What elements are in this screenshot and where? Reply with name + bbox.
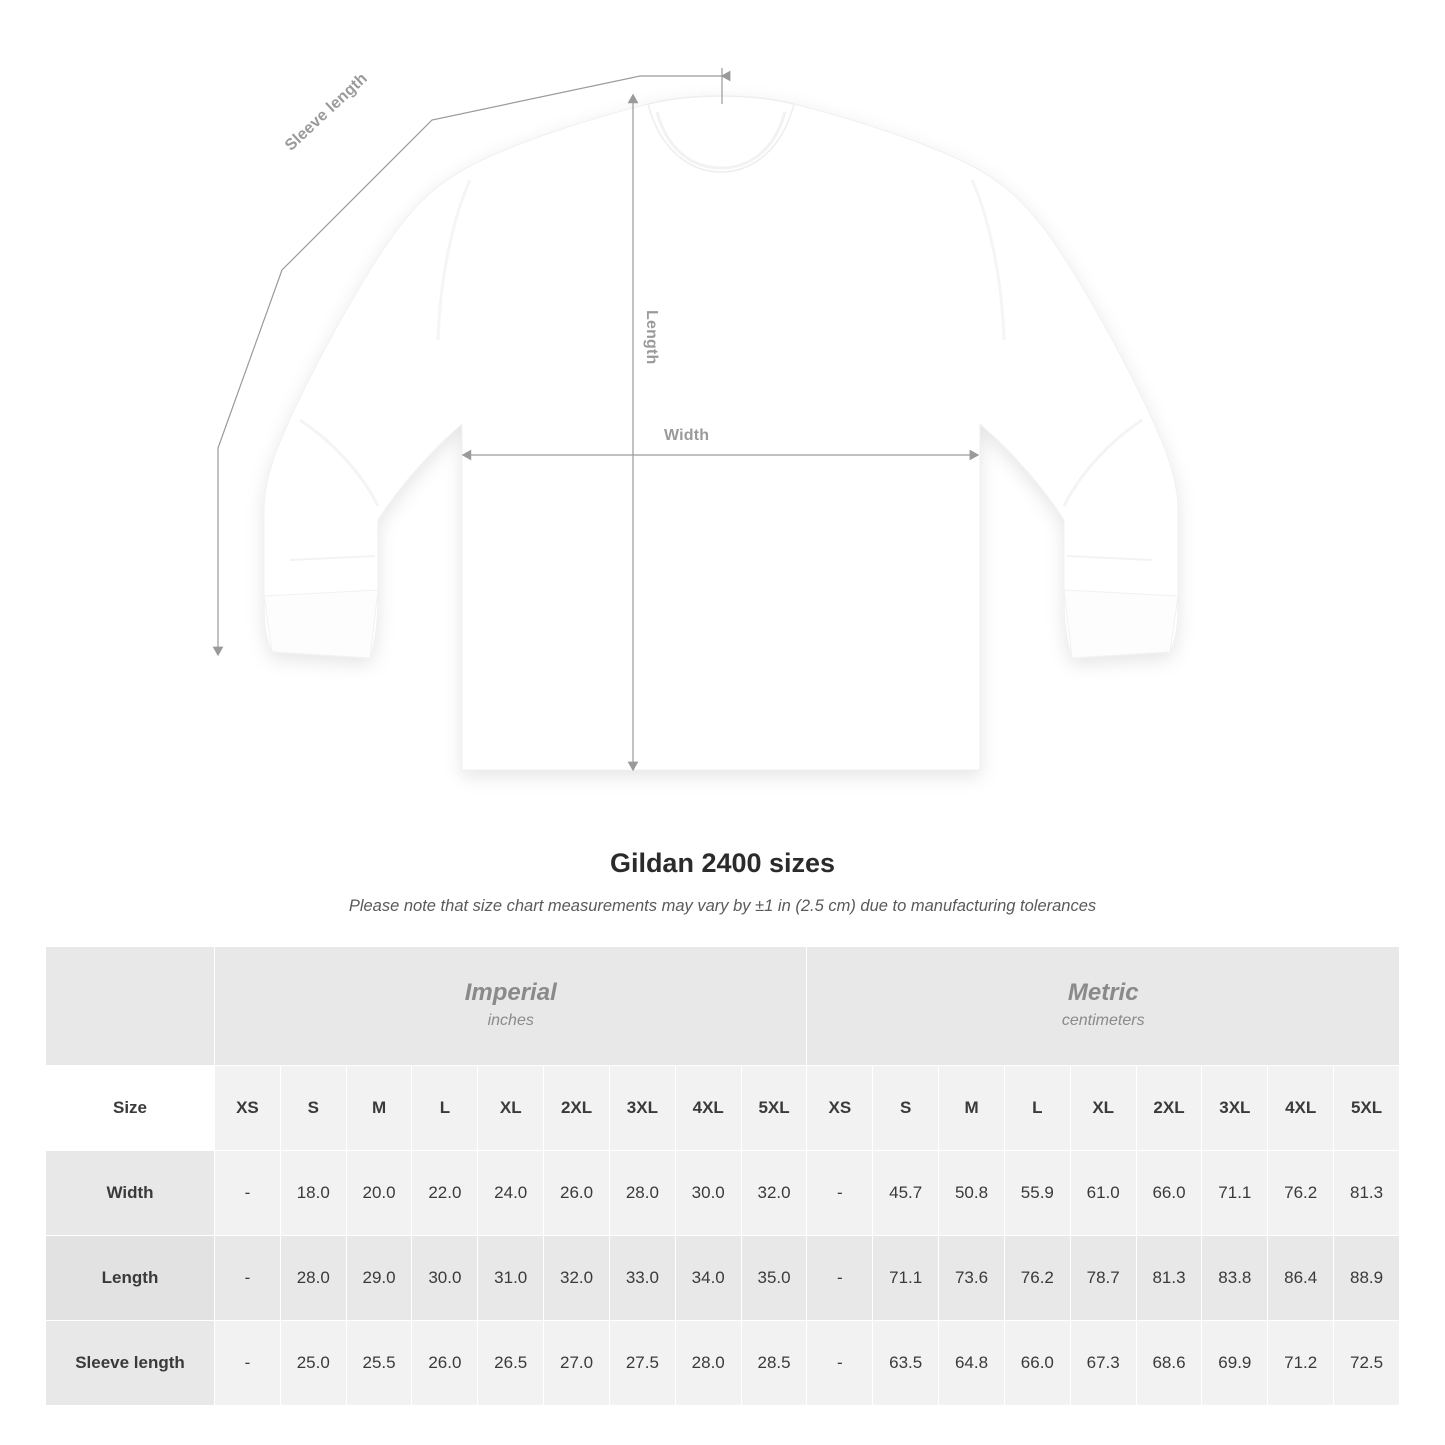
cell-width-imperial-2xl: 26.0 (544, 1151, 610, 1236)
page-title: Gildan 2400 sizes (609, 848, 836, 878)
cell-length-imperial-l: 30.0 (412, 1236, 478, 1321)
size-header-metric-xl: XL (1070, 1066, 1136, 1151)
cell-sleeve-imperial-4xl: 28.0 (675, 1321, 741, 1406)
cell-sleeve-imperial-3xl: 27.5 (609, 1321, 675, 1406)
cell-sleeve-metric-5xl: 72.5 (1334, 1321, 1400, 1406)
cell-sleeve-metric-l: 66.0 (1004, 1321, 1070, 1406)
cell-width-imperial-m: 20.0 (346, 1151, 412, 1236)
cell-sleeve-imperial-m: 25.5 (346, 1321, 412, 1406)
cell-sleeve-metric-xl: 67.3 (1070, 1321, 1136, 1406)
size-header-imperial-m: M (346, 1066, 412, 1151)
unit-metric-name: Metric (1067, 979, 1139, 1007)
cell-width-metric-s: 45.7 (873, 1151, 939, 1236)
cell-sleeve-metric-3xl: 69.9 (1202, 1321, 1268, 1406)
width-label: Width (664, 427, 710, 444)
table-row-sleeve-length (46, 1321, 1400, 1406)
size-header-imperial-3xl: 3XL (609, 1066, 675, 1151)
size-header-metric-2xl: 2XL (1136, 1066, 1202, 1151)
cell-width-metric-3xl: 71.1 (1202, 1151, 1268, 1236)
unit-metric-sub: centimeters (1061, 1012, 1145, 1030)
cell-sleeve-imperial-5xl: 28.5 (741, 1321, 807, 1406)
cell-sleeve-metric-s: 63.5 (873, 1321, 939, 1406)
size-header-imperial-5xl: 5XL (741, 1066, 807, 1151)
cell-width-imperial-xs: - (215, 1151, 281, 1236)
unit-imperial-sub: inches (487, 1012, 534, 1030)
cell-length-imperial-2xl: 32.0 (544, 1236, 610, 1321)
cell-length-imperial-5xl: 35.0 (741, 1236, 807, 1321)
corner-cell (46, 947, 215, 1066)
cell-width-metric-5xl: 81.3 (1334, 1151, 1400, 1236)
size-header-imperial-2xl: 2XL (544, 1066, 610, 1151)
title-block (0, 848, 1445, 916)
cell-sleeve-metric-4xl: 71.2 (1268, 1321, 1334, 1406)
cell-sleeve-imperial-xs: - (215, 1321, 281, 1406)
row-label-width: Width (46, 1151, 215, 1236)
unit-header-row (46, 947, 1400, 1066)
cell-length-imperial-3xl: 33.0 (609, 1236, 675, 1321)
table-row-width (46, 1151, 1400, 1236)
cell-length-imperial-xs: - (215, 1236, 281, 1321)
cell-width-metric-xl: 61.0 (1070, 1151, 1136, 1236)
cell-length-metric-3xl: 83.8 (1202, 1236, 1268, 1321)
size-header-label: Size (46, 1066, 215, 1151)
cell-width-metric-4xl: 76.2 (1268, 1151, 1334, 1236)
length-label: Length (643, 310, 660, 365)
cell-length-metric-m: 73.6 (939, 1236, 1005, 1321)
cell-sleeve-imperial-s: 25.0 (280, 1321, 346, 1406)
size-header-metric-3xl: 3XL (1202, 1066, 1268, 1151)
cell-sleeve-imperial-xl: 26.5 (478, 1321, 544, 1406)
size-header-imperial-l: L (412, 1066, 478, 1151)
tolerance-note: Please note that size chart measurements may vary by ±1 in (2.5 cm) due to manufacturing tolerances (348, 897, 1097, 915)
shirt-shape (264, 96, 1178, 770)
cell-length-metric-4xl: 86.4 (1268, 1236, 1334, 1321)
sleeve-length-label: Sleeve length (282, 69, 371, 155)
cell-width-metric-m: 50.8 (939, 1151, 1005, 1236)
cell-length-metric-xl: 78.7 (1070, 1236, 1136, 1321)
row-label-sleeve-length: Sleeve length (46, 1321, 215, 1406)
cell-sleeve-metric-2xl: 68.6 (1136, 1321, 1202, 1406)
cell-width-metric-l: 55.9 (1004, 1151, 1070, 1236)
size-header-imperial-xl: XL (478, 1066, 544, 1151)
cell-sleeve-metric-xs: - (807, 1321, 873, 1406)
cell-length-imperial-4xl: 34.0 (675, 1236, 741, 1321)
row-label-length: Length (46, 1236, 215, 1321)
size-header-metric-l: L (1004, 1066, 1070, 1151)
cell-length-metric-xs: - (807, 1236, 873, 1321)
cell-width-metric-2xl: 66.0 (1136, 1151, 1202, 1236)
cell-length-metric-l: 76.2 (1004, 1236, 1070, 1321)
cell-sleeve-imperial-l: 26.0 (412, 1321, 478, 1406)
size-header-metric-xs: XS (807, 1066, 873, 1151)
cell-width-imperial-xl: 24.0 (478, 1151, 544, 1236)
cell-width-imperial-4xl: 30.0 (675, 1151, 741, 1236)
size-header-metric-4xl: 4XL (1268, 1066, 1334, 1151)
size-table (45, 946, 1400, 1406)
table-row-length (46, 1236, 1400, 1321)
cell-width-imperial-5xl: 32.0 (741, 1151, 807, 1236)
size-header-metric-s: S (873, 1066, 939, 1151)
size-header-imperial-4xl: 4XL (675, 1066, 741, 1151)
unit-imperial-name: Imperial (464, 979, 557, 1007)
cell-length-imperial-m: 29.0 (346, 1236, 412, 1321)
cell-width-metric-xs: - (807, 1151, 873, 1236)
cell-length-metric-2xl: 81.3 (1136, 1236, 1202, 1321)
size-table-wrap (45, 946, 1400, 1406)
cell-length-metric-s: 71.1 (873, 1236, 939, 1321)
size-header-row (46, 1066, 1400, 1151)
cell-length-imperial-xl: 31.0 (478, 1236, 544, 1321)
cell-length-imperial-s: 28.0 (280, 1236, 346, 1321)
cell-width-imperial-3xl: 28.0 (609, 1151, 675, 1236)
cell-width-imperial-s: 18.0 (280, 1151, 346, 1236)
cell-width-imperial-l: 22.0 (412, 1151, 478, 1236)
size-header-metric-m: M (939, 1066, 1005, 1151)
cell-sleeve-metric-m: 64.8 (939, 1321, 1005, 1406)
cell-sleeve-imperial-2xl: 27.0 (544, 1321, 610, 1406)
size-header-imperial-s: S (280, 1066, 346, 1151)
unit-group-imperial (215, 947, 807, 1066)
size-header-metric-5xl: 5XL (1334, 1066, 1400, 1151)
size-header-imperial-xs: XS (215, 1066, 281, 1151)
unit-group-metric (807, 947, 1400, 1066)
cell-length-metric-5xl: 88.9 (1334, 1236, 1400, 1321)
